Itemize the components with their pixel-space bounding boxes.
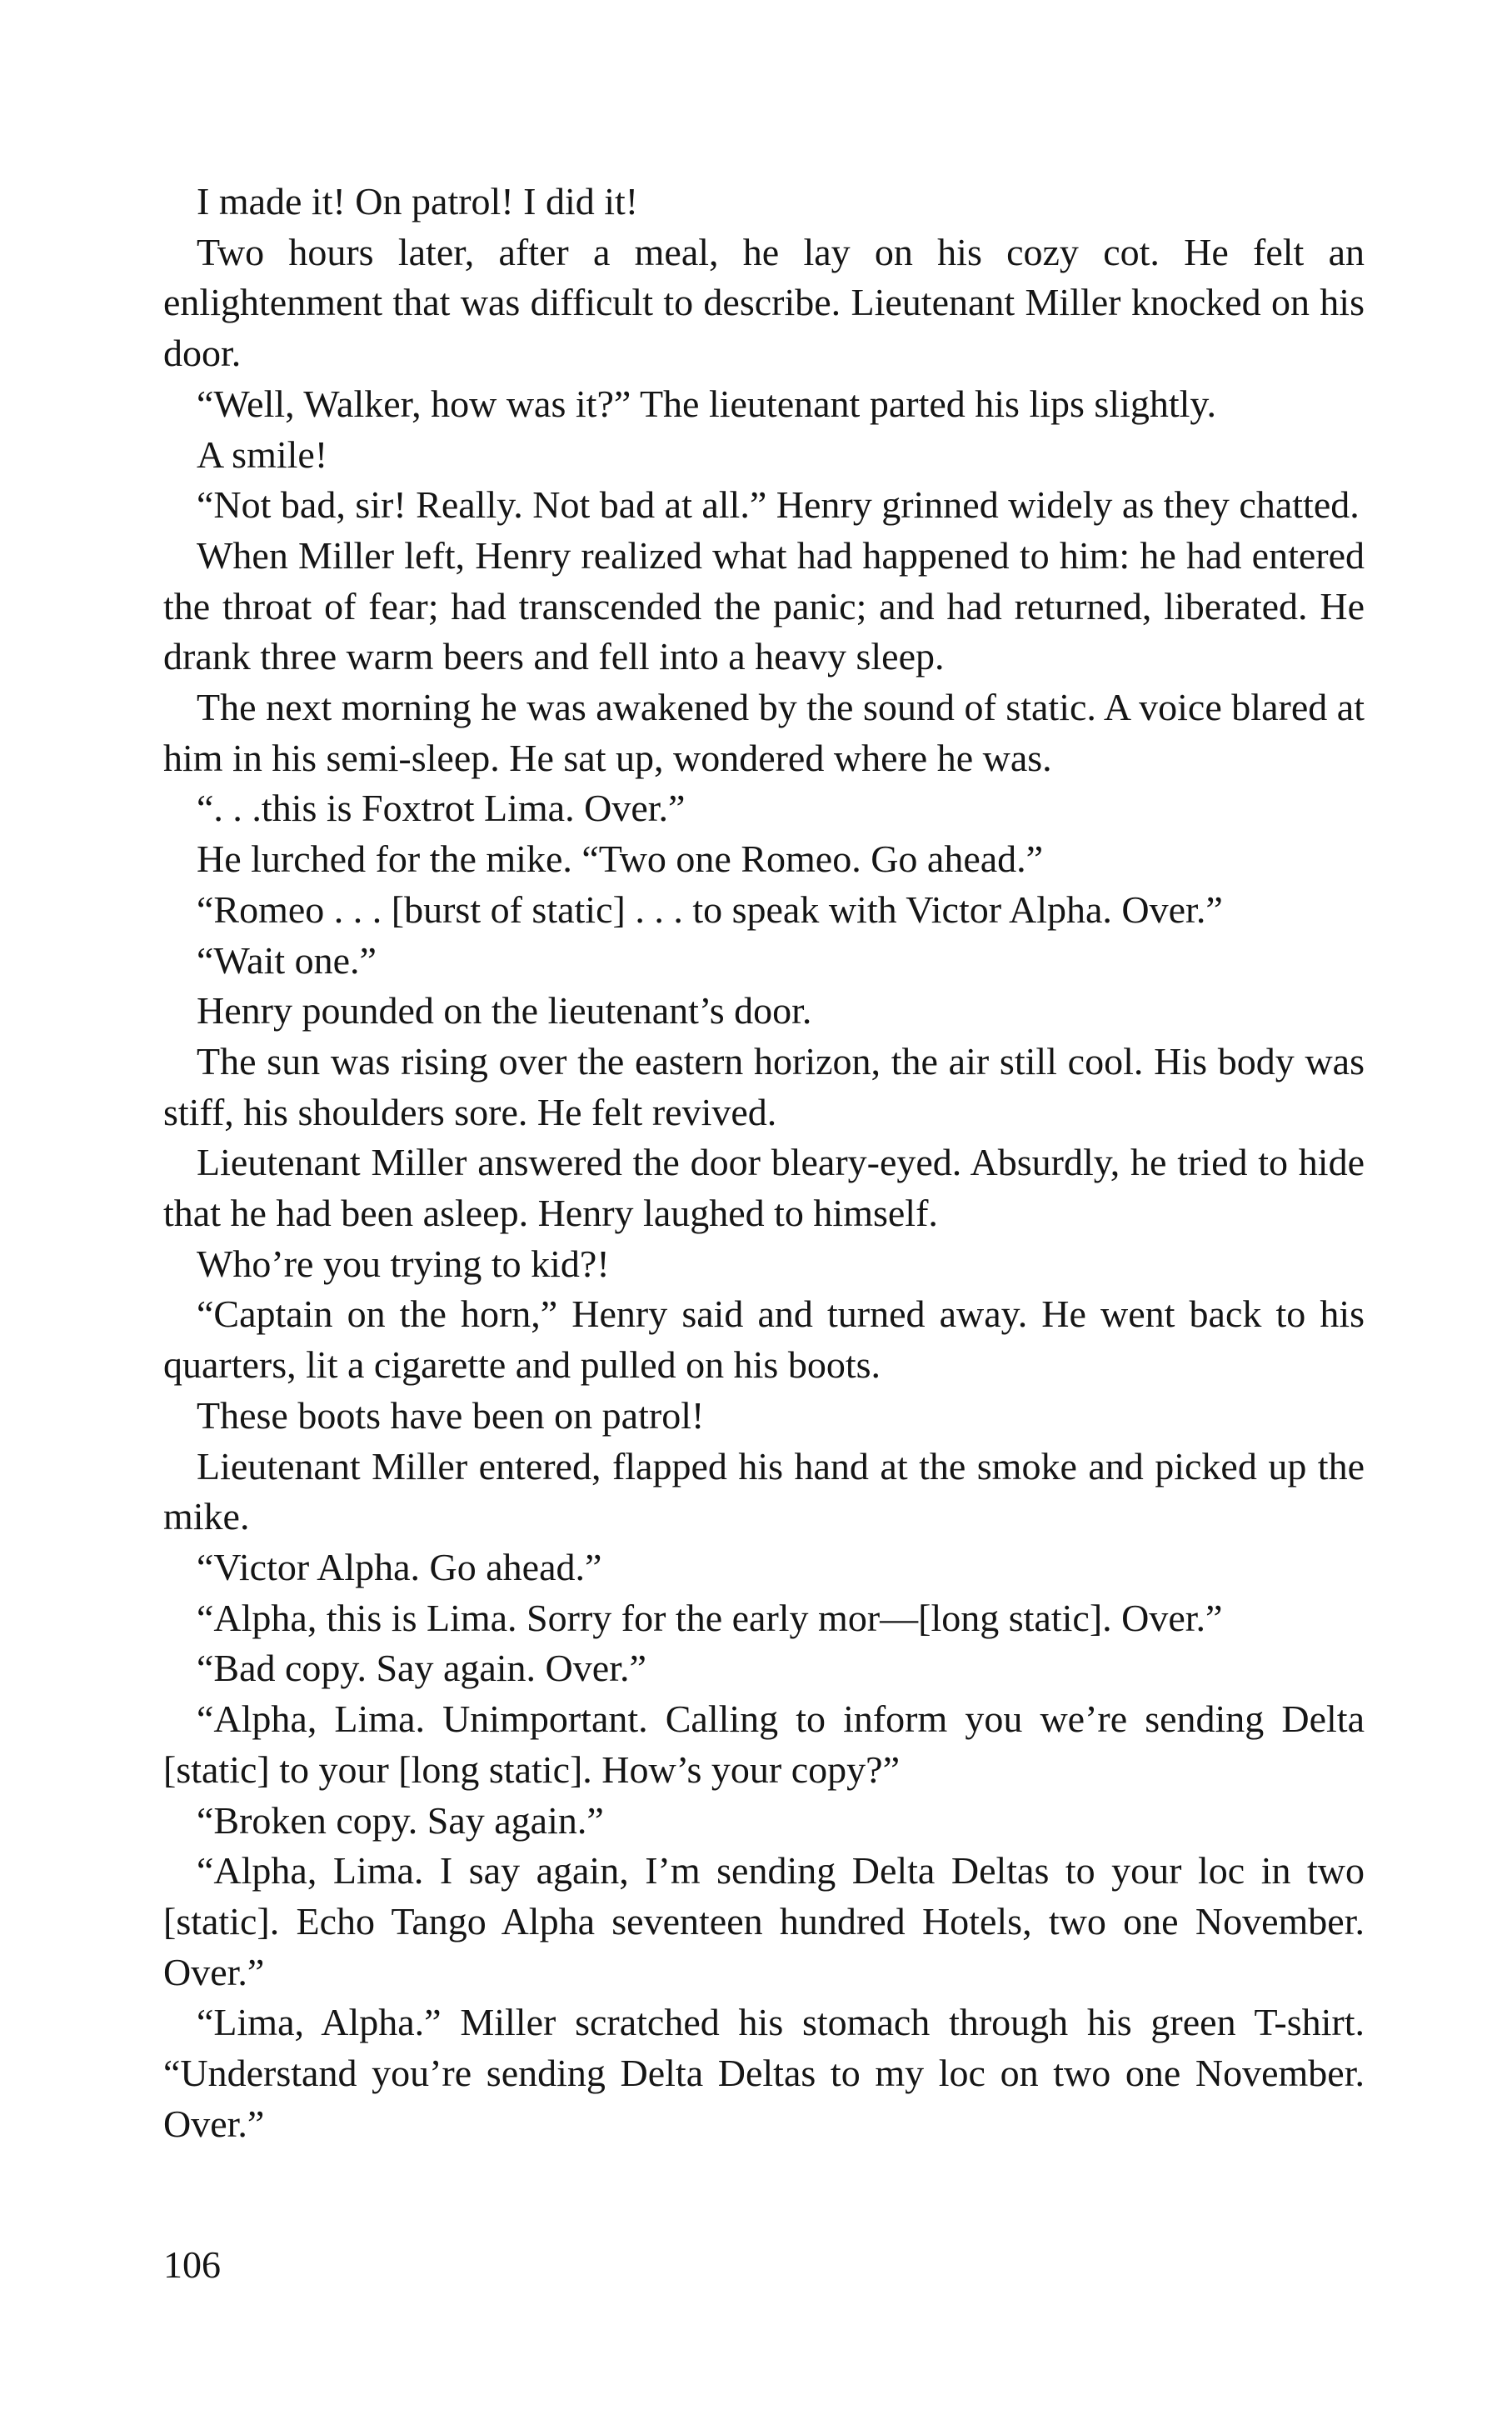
paragraph: “Alpha, this is Lima. Sorry for the early mor—[long static]. Over.” xyxy=(197,1596,1223,1639)
paragraph: “. . .this is Foxtrot Lima. Over.” xyxy=(197,787,686,830)
paragraph: “Broken copy. Say again.” xyxy=(197,1798,604,1842)
paragraph: When Miller left, Henry realized what had happened to him: he had entered the throat of fear; had transcended the panic; and had returned, liberated. He drank three warm beers and fell into a heavy sleep. xyxy=(163,533,1365,678)
paragraph: “Bad copy. Say again. Over.” xyxy=(197,1647,646,1690)
paragraph: “Wait one.” xyxy=(197,938,377,982)
paragraph: Lieutenant Miller entered, flapped his hand at the smoke and picked up the mike. xyxy=(163,1444,1365,1538)
paragraph: “Well, Walker, how was it?” The lieutenant parted his lips slightly. xyxy=(197,382,1216,425)
paragraph: I made it! On patrol! I did it! xyxy=(197,180,639,222)
paragraph: He lurched for the mike. “Two one Romeo. Go ahead.” xyxy=(197,838,1044,881)
paragraph: The sun was rising over the eastern horizon, the air still cool. His body was stiff, his shoulders sore. He felt revived. xyxy=(163,1039,1365,1133)
paragraph: Henry pounded on the lieutenant’s door. xyxy=(197,989,812,1032)
paragraph: A smile! xyxy=(197,432,328,476)
body-text xyxy=(163,177,1365,2149)
paragraph: Who’re you trying to kid?! xyxy=(197,1242,610,1285)
paragraph: “Not bad, sir! Really. Not bad at all.” Henry grinned widely as they chatted. xyxy=(197,483,1360,527)
paragraph: The next morning he was awakened by the sound of static. A voice blared at him in his semi-sleep. He sat up, wondered where he was. xyxy=(163,686,1365,779)
paragraph: “Romeo . . . [burst of static] . . . to speak with Victor Alpha. Over.” xyxy=(197,888,1223,931)
paragraph: These boots have been on patrol! xyxy=(197,1393,705,1437)
page-number: 106 xyxy=(163,2243,221,2286)
paragraph: “Victor Alpha. Go ahead.” xyxy=(197,1545,602,1588)
paragraph: “Alpha, Lima. Unimportant. Calling to inform you we’re sending Delta [static] to your [long static]. How’s your copy?” xyxy=(163,1698,1365,1791)
paragraph: “Alpha, Lima. I say again, I’m sending Delta Deltas to your loc in two [static]. Echo Tango Alpha seventeen hundred Hotels, two one November. Over.” xyxy=(163,1849,1365,1993)
paragraph: Lieutenant Miller answered the door bleary-eyed. Absurdly, he tried to hide that he had been asleep. Henry laughed to himself. xyxy=(163,1141,1365,1235)
paragraph: Two hours later, after a meal, he lay on his cozy cot. He felt an enlightenment that was difficult to describe. Lieutenant Miller knocked on his door. xyxy=(163,230,1365,375)
paragraph: “Lima, Alpha.” Miller scratched his stomach through his green T-shirt. “Understand you’re sending Delta Deltas to my loc on two one November. Over.” xyxy=(163,2001,1365,2145)
paragraph: “Captain on the horn,” Henry said and turned away. He went back to his quarters, lit a cigarette and pulled on his boots. xyxy=(163,1292,1365,1387)
